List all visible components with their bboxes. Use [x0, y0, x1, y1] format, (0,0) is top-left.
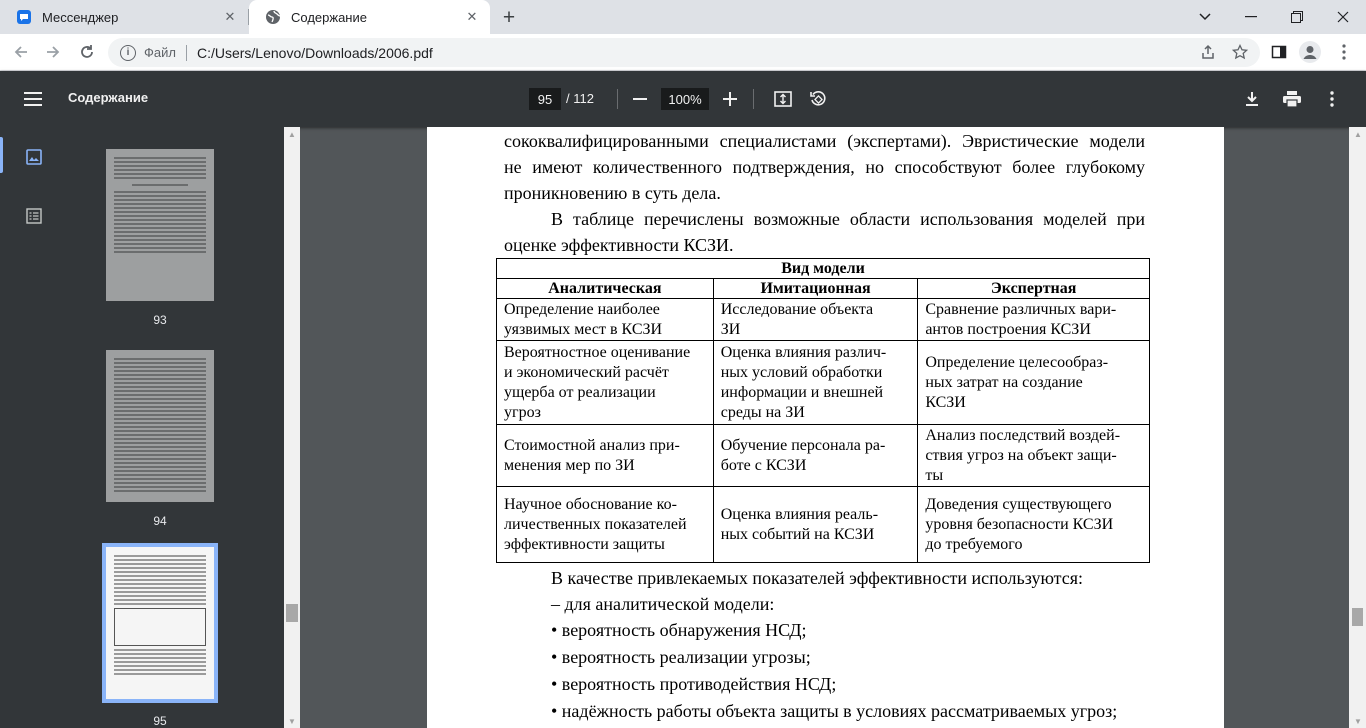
thumbnail-label: 93 — [153, 313, 167, 327]
new-tab-button[interactable]: + — [502, 6, 516, 29]
close-tab-icon[interactable]: ✕ — [224, 9, 236, 24]
table-row — [497, 299, 1150, 341]
table-intro-paragraph — [504, 206, 1145, 258]
close-window-button[interactable] — [1320, 0, 1366, 34]
list-icon — [26, 208, 42, 224]
table-cell: Сравнение различных вари- антов построения КСЗИ — [918, 299, 1150, 341]
avatar-icon — [1299, 41, 1321, 63]
tab-messenger[interactable] — [0, 0, 248, 34]
zoom-level-input[interactable]: 100% — [661, 88, 709, 110]
reload-icon — [79, 44, 95, 60]
thumbnail-panel — [68, 127, 300, 728]
url-text[interactable]: C:/Users/Lenovo/Downloads/2006.pdf — [196, 44, 433, 61]
pdf-more-button[interactable] — [1320, 87, 1344, 111]
table-row — [497, 487, 1150, 563]
minus-icon — [633, 98, 647, 100]
thumbnail-scrollbar[interactable] — [284, 127, 300, 728]
tab-title: Содержание — [291, 9, 367, 25]
rotate-icon — [809, 90, 827, 108]
plus-icon — [723, 92, 737, 106]
minimize-button[interactable] — [1228, 0, 1274, 34]
text-line: сококвалифицированными специалистами (экспертами). Эвристические модели — [504, 131, 1145, 151]
bullet-item: • вероятность противодействия НСД; — [551, 674, 837, 694]
active-indicator — [0, 137, 3, 173]
bullet-item: • вероятность реализации угрозы; — [551, 647, 811, 667]
text-line: проникновению в суть дела. — [504, 183, 721, 203]
scroll-down-icon[interactable]: ▼ — [288, 716, 296, 726]
models-table — [496, 258, 1150, 563]
text-line: В таблице перечислены возможные области использования моделей при — [551, 209, 1145, 229]
url-divider — [186, 45, 187, 61]
text-line: не имеют количественного подтверждения, но способствуют более глубокому — [504, 157, 1145, 177]
tab-search-button[interactable] — [1182, 0, 1228, 34]
table-cell: Оценка влияния реаль- ных событий на КСЗИ — [713, 487, 918, 563]
table-cell: Оценка влияния различ- ных условий обработки информации и внешней среды на ЗИ — [713, 341, 918, 425]
browser-toolbar — [0, 34, 1366, 71]
pdf-page — [427, 127, 1224, 728]
table-row — [497, 425, 1150, 487]
pdf-toolbar — [0, 71, 1366, 127]
table-cell: Обучение персонала ра- боте с КСЗИ — [713, 425, 918, 487]
print-icon — [1283, 91, 1301, 107]
chevron-down-icon — [1199, 13, 1211, 21]
document-scrollbar-thumb[interactable] — [1352, 608, 1363, 626]
image-icon — [26, 149, 42, 165]
table-caption: Вид модели — [497, 259, 1150, 279]
bullet-item: • надёжность работы объекта защиты в условиях рассматриваемых угроз; — [551, 701, 1118, 721]
zoom-in-button[interactable] — [718, 87, 742, 111]
info-icon[interactable]: i — [120, 45, 136, 61]
star-icon — [1232, 44, 1248, 60]
document-title: Содержание — [68, 90, 149, 105]
table-cell: Стоимостной анализ при- менения мер по ЗИ — [497, 425, 714, 487]
back-arrow-icon — [13, 44, 29, 60]
table-cell: Научное обоснование ко- личественных показателей эффективности защиты — [497, 487, 714, 563]
sidebar-rail — [0, 127, 68, 728]
page-total: / 112 — [566, 91, 594, 106]
tab-contents[interactable] — [249, 0, 490, 34]
close-tab-icon[interactable]: ✕ — [466, 9, 478, 24]
analytic-model-heading: – для аналитической модели: — [551, 594, 775, 614]
menu-icon[interactable] — [24, 92, 42, 106]
scroll-up-icon[interactable]: ▲ — [1354, 129, 1362, 139]
document-scrollbar[interactable] — [1349, 127, 1366, 728]
minimize-icon — [1245, 16, 1257, 18]
thumbnail-label: 94 — [153, 514, 167, 528]
column-header: Экспертная — [918, 279, 1150, 299]
bookmark-button[interactable] — [1229, 41, 1251, 63]
thumbnail-scrollbar-thumb[interactable] — [286, 604, 298, 622]
close-icon — [1337, 11, 1349, 23]
tab-strip — [0, 0, 1366, 34]
table-row — [497, 341, 1150, 425]
globe-icon — [265, 9, 281, 25]
download-icon — [1244, 91, 1260, 107]
page-thumbnail[interactable] — [106, 350, 214, 502]
toolbar-divider — [753, 89, 754, 109]
kebab-menu-icon — [1330, 91, 1334, 107]
kebab-menu-icon — [1342, 44, 1346, 60]
forward-arrow-icon — [45, 44, 61, 60]
messenger-icon — [16, 9, 32, 25]
column-header: Имитационная — [713, 279, 918, 299]
bullet-item: • вероятность обнаружения НСД; — [551, 620, 807, 640]
print-button[interactable] — [1280, 87, 1304, 111]
forward-button[interactable] — [38, 37, 68, 67]
table-cell: Определение целесообраз- ных затрат на создание КСЗИ — [918, 341, 1150, 425]
page-thumbnail[interactable] — [106, 149, 214, 301]
table-cell: Определение наиболее уязвимых мест в КСЗИ — [497, 299, 714, 341]
side-panel-button[interactable] — [1268, 41, 1290, 63]
reload-button[interactable] — [72, 37, 102, 67]
restore-button[interactable] — [1274, 0, 1320, 34]
table-cell: Доведения существующего уровня безопасности КСЗИ до требуемого — [918, 487, 1150, 563]
table-cell: Вероятностное оценивание и экономический расчёт ущерба от реализации угроз — [497, 341, 714, 425]
back-button[interactable] — [6, 37, 36, 67]
rotate-button[interactable] — [806, 87, 830, 111]
toolbar-divider — [617, 89, 618, 109]
table-cell: Анализ последствий воздей- ствия угроз на объект защи- ты — [918, 425, 1150, 487]
address-bar[interactable] — [108, 38, 1260, 67]
profile-button[interactable] — [1299, 41, 1321, 63]
scroll-down-icon[interactable]: ▼ — [1354, 716, 1362, 726]
text-line: оценке эффективности КСЗИ. — [504, 235, 734, 255]
zoom-out-button[interactable] — [628, 87, 652, 111]
share-icon — [1200, 44, 1216, 60]
after-table-text: В качестве привлекаемых показателей эффективности используются: — [551, 568, 1084, 588]
side-panel-icon — [1271, 44, 1287, 60]
page-number-input[interactable]: 95 — [529, 88, 561, 110]
thumbnail-label: 95 — [153, 714, 167, 728]
fit-page-icon — [774, 90, 792, 108]
browser-menu-button[interactable] — [1333, 41, 1355, 63]
download-button[interactable] — [1240, 87, 1264, 111]
scroll-up-icon[interactable]: ▲ — [288, 129, 296, 139]
column-header: Аналитическая — [497, 279, 714, 299]
url-scheme: Файл — [144, 45, 176, 60]
thumbnails-view-button[interactable] — [18, 141, 50, 173]
tab-title: Мессенджер — [42, 9, 119, 25]
share-button[interactable] — [1197, 41, 1219, 63]
outline-view-button[interactable] — [18, 200, 50, 232]
intro-paragraph — [504, 128, 1145, 206]
fit-to-page-button[interactable] — [771, 87, 795, 111]
page-thumbnail-active[interactable] — [106, 547, 214, 699]
table-cell: Исследование объекта ЗИ — [713, 299, 918, 341]
restore-icon — [1291, 11, 1303, 23]
